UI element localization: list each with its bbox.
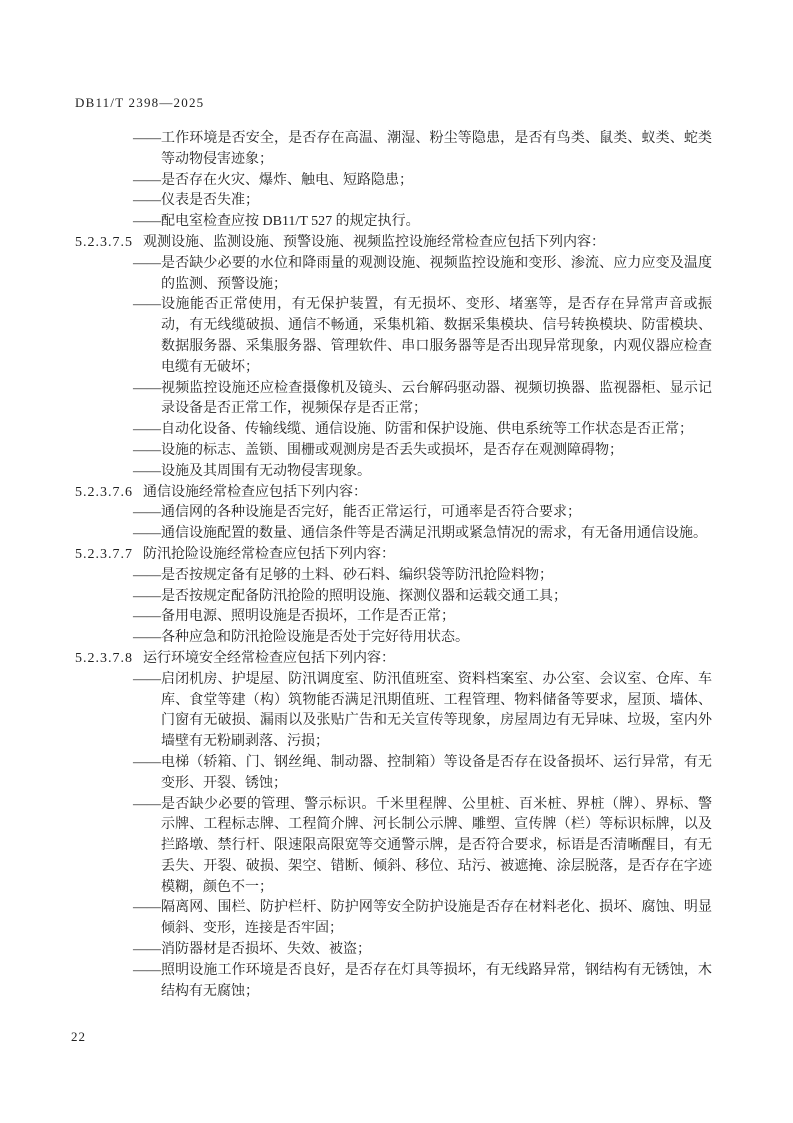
list-item-dash <box>75 524 712 545</box>
clause-paragraph <box>75 233 712 254</box>
list-item-dash <box>75 212 712 233</box>
dash-marker: —— <box>133 442 161 458</box>
dash-marker: —— <box>133 942 161 958</box>
clause-paragraph <box>75 483 712 504</box>
clause-text: 观测设施、监测设施、预警设施、视频监控设施经常检查应包括下列内容： <box>143 234 605 250</box>
list-item-text: 是否缺少必要的管理、警示标识。千米里程牌、公里桩、百米桩、界桩（牌）、界标、警示牌、工程标志牌、工程简介牌、河长制公示牌、雕塑、宣传牌（栏）等标识标牌，以及拦路墩、禁行杆、限速限高限宽等交通警示牌，是否符合要求，标语是否清晰醒目，有无丢失、开裂、破损、架空、错断、倾斜、移位、玷污、被遮掩、涂层脱落，是否存在字迹模糊，颜色不一； <box>161 796 712 895</box>
list-item-dash <box>75 670 712 753</box>
list-item-text: 视频监控设施还应检查摄像机及镜头、云台解码驱动器、视频切换器、监视器柜、显示记录设备是否正常工作，视频保存是否正常； <box>161 380 712 417</box>
document-body <box>75 129 712 1002</box>
dash-marker: —— <box>133 526 161 542</box>
dash-marker: —— <box>133 609 161 625</box>
list-item-dash <box>75 795 712 899</box>
page-number: 22 <box>71 1029 86 1044</box>
list-item-dash <box>75 191 712 212</box>
dash-marker: —— <box>133 463 161 479</box>
dash-marker: —— <box>133 380 161 396</box>
list-item-dash <box>75 961 712 1003</box>
clause-paragraph <box>75 649 712 670</box>
dash-marker: —— <box>133 505 161 521</box>
list-item-dash <box>75 441 712 462</box>
list-item-text: 隔离网、围栏、防护栏杆、防护网等安全防护设施是否存在材料老化、损坏、腐蚀、明显倾斜、变形，连接是否牢固； <box>161 900 712 937</box>
list-item-text: 是否按规定备有足够的土料、砂石料、编织袋等防汛抢险料物； <box>161 567 553 583</box>
list-item-text: 消防器材是否损坏、失效、被盗； <box>161 942 371 958</box>
document-header-standard-number: DB11/T 2398—2025 <box>75 95 205 110</box>
list-item-text: 仪表是否失准； <box>161 193 259 209</box>
dash-marker: —— <box>133 567 161 583</box>
list-item-text: 电梯（轿箱、门、钢丝绳、制动器、控制箱）等设备是否存在设备损坏、运行异常，有无变形、开裂、锈蚀； <box>161 754 712 791</box>
dash-marker: —— <box>133 962 161 978</box>
dash-marker: —— <box>133 193 161 209</box>
list-item-text: 是否存在火灾、爆炸、触电、短路隐患； <box>161 172 413 188</box>
list-item-text: 设施及其周围有无动物侵害现象。 <box>161 463 371 479</box>
clause-text: 运行环境安全经常检查应包括下列内容： <box>143 650 395 666</box>
list-item-text: 自动化设备、传输线缆、通信设施、防雷和保护设施、供电系统等工作状态是否正常； <box>161 422 693 438</box>
dash-marker: —— <box>133 422 161 438</box>
list-item-dash <box>75 940 712 961</box>
dash-marker: —— <box>133 900 161 916</box>
list-item-dash <box>75 379 712 421</box>
list-item-dash <box>75 566 712 587</box>
list-item-dash <box>75 171 712 192</box>
clause-text: 通信设施经常检查应包括下列内容： <box>143 484 367 500</box>
clause-number: 5.2.3.7.5 <box>75 234 133 250</box>
list-item-dash <box>75 898 712 940</box>
dash-marker: —— <box>133 131 161 146</box>
list-item-text: 各种应急和防汛抢险设施是否处于完好待用状态。 <box>161 630 469 646</box>
list-item-text: 设施的标志、盖锁、围栅或观测房是否丢失或损坏，是否存在观测障碍物； <box>161 442 623 458</box>
dash-marker: —— <box>133 214 161 230</box>
list-item-dash <box>75 503 712 524</box>
dash-marker: —— <box>133 588 161 604</box>
list-item-dash <box>75 462 712 483</box>
list-item-dash <box>75 420 712 441</box>
clause-text: 防汛抢险设施经常检查应包括下列内容： <box>143 546 395 562</box>
list-item-dash <box>75 607 712 628</box>
dash-marker: —— <box>133 255 161 271</box>
clause-number: 5.2.3.7.7 <box>75 546 133 562</box>
list-item-text: 通信设施配置的数量、通信条件等是否满足汛期或紧急情况的需求，有无备用通信设施。 <box>161 526 707 542</box>
list-item-text: 通信网的各种设施是否完好，能否正常运行，可通率是否符合要求； <box>161 505 581 521</box>
list-item-text: 设施能否正常使用，有无保护装置，有无损坏、变形、堵塞等，是否存在异常声音或振动，有无线缆破损、通信不畅通，采集机箱、数据采集模块、信号转换模块、防雷模块、数据服务器、采集服务器、管理软件、串口服务器等是否出现异常现象，内观仪器应检查电缆有无破坏； <box>161 297 712 375</box>
dash-marker: —— <box>133 754 161 770</box>
list-item-text: 工作环境是否安全，是否存在高温、潮湿、粉尘等隐患，是否有鸟类、鼠类、蚁类、蛇类等动物侵害迹象； <box>161 131 712 167</box>
dash-marker: —— <box>133 297 161 313</box>
clause-number: 5.2.3.7.8 <box>75 650 133 666</box>
list-item-text: 照明设施工作环境是否良好，是否存在灯具等损坏，有无线路异常，钢结构有无锈蚀，木结构有无腐蚀； <box>161 962 712 999</box>
list-item-dash <box>75 753 712 795</box>
list-item-text: 配电室检查应按 DB11/T 527 的规定执行。 <box>161 214 420 230</box>
list-item-dash <box>75 295 712 378</box>
dash-marker: —— <box>133 630 161 646</box>
clause-number: 5.2.3.7.6 <box>75 484 133 500</box>
list-item-dash <box>75 254 712 296</box>
dash-marker: —— <box>133 671 161 687</box>
list-item-text: 备用电源、照明设施是否损坏，工作是否正常； <box>161 609 455 625</box>
list-item-dash <box>75 587 712 608</box>
list-item-text: 是否缺少必要的水位和降雨量的观测设施、视频监控设施和变形、渗流、应力应变及温度的监测、预警设施； <box>161 255 712 292</box>
dash-marker: —— <box>133 796 161 812</box>
list-item-text: 启闭机房、护堤屋、防汛调度室、防汛值班室、资料档案室、办公室、会议室、仓库、车库、食堂等建（构）筑物能否满足汛期值班、工程管理、物料储备等要求，屋顶、墙体、门窗有无破损、漏雨以及张贴广告和无关宣传等现象，房屋周边有无异味、垃圾，室内外墙壁有无粉刷剥落、污损； <box>161 671 712 750</box>
list-item-dash <box>75 628 712 649</box>
list-item-text: 是否按规定配备防汛抢险的照明设施、探测仪器和运载交通工具； <box>161 588 567 604</box>
clause-paragraph <box>75 545 712 566</box>
dash-marker: —— <box>133 172 161 188</box>
list-item-dash <box>75 129 712 171</box>
